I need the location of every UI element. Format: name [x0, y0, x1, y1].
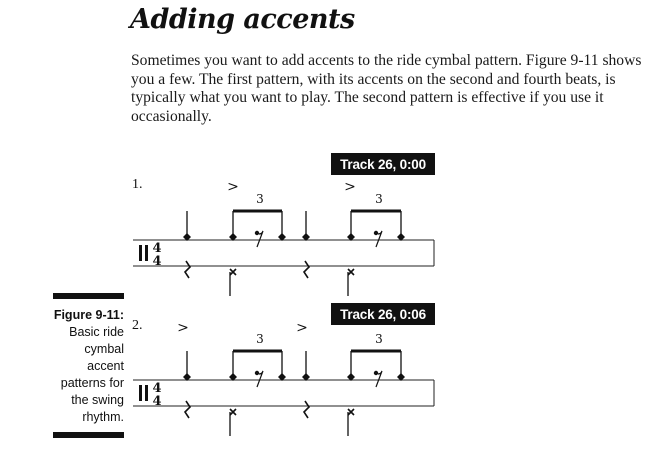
percussion-clef [139, 385, 142, 401]
section-heading: Adding accents [130, 4, 355, 35]
caption-rule-top [53, 293, 124, 299]
caption-rule-bottom [53, 432, 124, 438]
time-signature-bottom: 4 [152, 254, 162, 269]
eighth-rest [255, 231, 259, 235]
time-signature-top: 4 [152, 381, 162, 396]
body-paragraph: Sometimes you want to add accents to the ride cymbal pattern. Figure 9-11 shows you a few. The first pattern, with its accents on the second and fourth beats, is typically what you want to play. The second pattern is effective if you use it occasionally. [131, 52, 642, 125]
pattern-number-2: 2. [132, 318, 143, 333]
quarter-rest [304, 261, 309, 278]
quarter-rest [304, 401, 309, 418]
figure-label: Figure 9-11: [53, 308, 124, 322]
staff-1 [133, 179, 434, 296]
quarter-rest [185, 401, 190, 418]
percussion-clef [145, 245, 148, 261]
figure-caption [53, 307, 124, 426]
eighth-rest [374, 231, 378, 235]
accent-mark: > [296, 320, 308, 336]
triplet-label: 3 [256, 192, 264, 206]
track-badge-2: Track 26, 0:06 [331, 303, 435, 325]
accent-mark: > [227, 179, 239, 195]
percussion-clef [145, 385, 148, 401]
eighth-rest [255, 371, 259, 375]
accent-mark: > [344, 179, 356, 195]
track-badge-1: Track 26, 0:00 [331, 153, 435, 175]
accent-mark: > [177, 320, 189, 336]
eighth-rest [374, 371, 378, 375]
quarter-rest [185, 261, 190, 278]
figure-caption-text: Basic ride cymbal accent patterns for the swing rhythm. [60, 325, 124, 424]
triplet-label: 3 [375, 332, 383, 346]
staff-2 [133, 320, 434, 436]
percussion-clef [139, 245, 142, 261]
time-signature-top: 4 [152, 241, 162, 256]
time-signature-bottom: 4 [152, 394, 162, 409]
pattern-number-1: 1. [132, 177, 143, 192]
triplet-label: 3 [256, 332, 264, 346]
triplet-label: 3 [375, 192, 383, 206]
